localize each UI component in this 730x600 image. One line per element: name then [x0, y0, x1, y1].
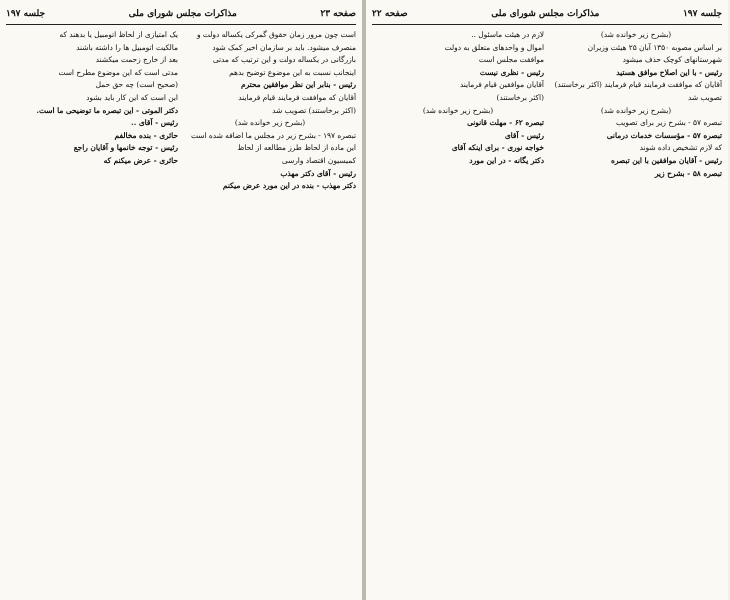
paragraph: حائری - عرض میکنم که	[103, 155, 178, 165]
left-header-rule	[6, 24, 356, 25]
paragraph: (بشرح زیر خوانده شد)	[600, 30, 672, 39]
left-page-session: جلسه ۱۹۷	[6, 9, 46, 19]
left-page-number: صفحه ۲۳	[320, 9, 356, 19]
paragraph: لازم در هیئت ماسئول ..	[471, 30, 544, 39]
left-page	[0, 0, 362, 600]
left-page-header	[6, 6, 356, 22]
right-page-session: جلسه ۱۹۷	[682, 9, 722, 19]
paragraph: است چون مرور زمان حقوق گمرکی یکساله دولت و	[196, 30, 356, 39]
paragraph: کمیسیون اقتصاد وارسی	[281, 155, 356, 165]
paragraph: این ماده از لحاظ طرز مطالعه از لحاظ	[237, 143, 356, 153]
paragraph: مالکیت اتومبیل ها را داشته باشند	[76, 42, 178, 52]
paragraph: منصرف میشود. باید بر سازمان اخیر کمک شود	[212, 42, 356, 52]
paragraph: رئیس - با این اصلاح موافق هستید	[616, 67, 722, 77]
paragraph: رئیس - آقای	[504, 130, 544, 140]
paragraph: (صحیح است) چه حق حمل	[95, 80, 178, 90]
right-page-title: مذاکرات مجلس شورای ملی	[491, 9, 600, 19]
paragraph: تصویب شد	[687, 92, 722, 102]
paragraph: تبصره ۱۹۷ - بشرح زیر در مجلس ما اضافه شده است	[191, 130, 356, 140]
paragraph: اموال و واحدهای متعلق به دولت	[444, 42, 544, 52]
paragraph: رئیس - آقایان موافقین با این تبصره	[610, 155, 722, 165]
paragraph: رئیس - آقای ..	[131, 118, 178, 128]
right-page-number: صفحه ۲۲	[372, 9, 408, 19]
paragraph: آقایان که موافقت فرمایند قیام فرمایند (اکثر برخاستند)	[554, 80, 722, 90]
paragraph: اینجانب نسبت به این موضوع توضیح بدهم	[229, 67, 356, 77]
paragraph: تبصره ۵۷ - مؤسسات خدمات درمانی	[606, 130, 722, 140]
right-column-a	[550, 30, 722, 596]
paragraph: (اکثر برخاستند)	[496, 92, 544, 102]
left-page-columns	[6, 30, 356, 596]
left-column-a	[184, 30, 356, 596]
paragraph: (بشرح زیر خوانده شد)	[234, 118, 306, 128]
paragraph: مدتی است که این موضوع مطرح است	[58, 67, 178, 77]
left-column-b	[6, 30, 178, 596]
right-column-b	[372, 30, 544, 596]
paragraph: موافقت مجلس است	[478, 55, 544, 65]
paragraph: شهرستانهای کوچک حذف میشود	[622, 55, 722, 65]
right-page	[366, 0, 728, 600]
paragraph: بعد از خارج زحمت میکشند	[95, 55, 178, 65]
paragraph: دکتر یگانه - در این مورد	[469, 155, 544, 165]
right-page-header	[372, 6, 722, 22]
right-header-rule	[372, 24, 722, 25]
paragraph: دکتر مهذب - بنده در این مورد عرض میکنم	[222, 181, 356, 191]
paragraph: (بشرح زیر خوانده شد)	[600, 105, 672, 115]
paragraph: که لازم تشخیص داده شوند	[639, 143, 722, 153]
paragraph: (اکثر برخاستند) تصویب شد	[272, 105, 356, 115]
left-page-title: مذاکرات مجلس شورای ملی	[128, 9, 237, 19]
paragraph: رئیس - نظری نیست	[479, 67, 544, 77]
paragraph: این است که این کار باید بشود	[86, 92, 178, 102]
paragraph: رئیس - توجه خانمها و آقایان راجع	[73, 143, 178, 153]
paragraph: یک امتیازی از لحاظ اتومبیل یا بدهند که	[59, 30, 178, 39]
paragraph: رئیس - آقای دکتر مهذب	[280, 168, 356, 178]
paragraph: تبصره ۵۷ - بشرح زیر برای تصویب	[616, 118, 722, 128]
paragraph: (بشرح زیر خوانده شد)	[422, 105, 494, 115]
paragraph: آقایان که موافقت فرمایند قیام فرمایند	[238, 92, 356, 102]
paragraph: تبصره ۵۸ - بشرح زیر	[654, 168, 722, 178]
right-page-columns	[372, 30, 722, 596]
paragraph: بازرگانی در یکساله دولت و این ترتیب که مدتی	[212, 55, 356, 65]
paragraph: دکتر الموتی - این تبصره ما توضیحی ما است.	[36, 105, 178, 115]
paragraph: خواجه نوری - برای اینکه آقای	[451, 143, 544, 153]
paragraph: حائری - بنده مخالفم	[114, 130, 178, 140]
paragraph: تبصره ۶۲ - مهلت قانونی	[467, 118, 544, 128]
paragraph: رئیس - بنابر این نظر موافقین محترم	[241, 80, 356, 90]
paragraph: آقایان موافقین قیام فرمایند	[459, 80, 544, 90]
paragraph: بر اساس مصوبه ۱۳۵۰ آبان ۲۵ هیئت وزیران	[587, 42, 722, 52]
